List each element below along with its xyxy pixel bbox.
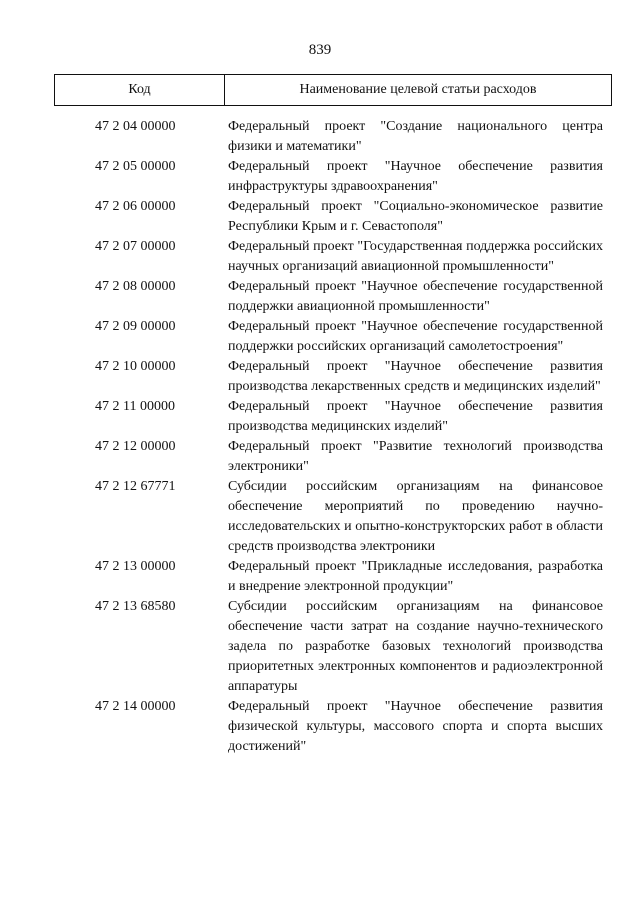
row-code: 47 2 06 00000 xyxy=(95,199,176,214)
table-row xyxy=(0,237,640,277)
row-code: 47 2 12 00000 xyxy=(95,439,176,454)
table-row xyxy=(0,317,640,357)
row-description: Федеральный проект "Научное обеспечение развития физической культуры, массового спорта и спорта высших достижений" xyxy=(228,699,603,754)
header-name-label: Наименование целевой статьи расходов xyxy=(299,82,537,97)
page-number: 839 xyxy=(308,42,332,58)
row-code: 47 2 05 00000 xyxy=(95,159,176,174)
row-description: Федеральный проект "Государственная поддержка российских научных организаций авиационной промышленности" xyxy=(228,239,603,274)
row-description: Субсидии российским организациям на финансовое обеспечение мероприятий по проведению научно-исследовательских и опытно-конструкторских работ в области средств производства электроники xyxy=(228,479,603,554)
row-code: 47 2 12 67771 xyxy=(95,479,176,494)
row-code: 47 2 04 00000 xyxy=(95,119,176,134)
row-code: 47 2 08 00000 xyxy=(95,279,176,294)
table-row xyxy=(0,277,640,317)
row-description: Федеральный проект "Развитие технологий производства электроники" xyxy=(228,439,603,474)
row-code: 47 2 10 00000 xyxy=(95,359,176,374)
table-row xyxy=(0,397,640,437)
table-row xyxy=(0,357,640,397)
table-row xyxy=(0,437,640,477)
row-description: Федеральный проект "Научное обеспечение развития инфраструктуры здравоохранения" xyxy=(228,159,603,194)
row-code: 47 2 11 00000 xyxy=(95,399,175,414)
table-row xyxy=(0,477,640,557)
row-description: Федеральный проект "Научное обеспечение государственной поддержки авиационной промышленности" xyxy=(228,279,603,314)
row-code: 47 2 07 00000 xyxy=(95,239,176,254)
row-description: Федеральный проект "Научное обеспечение государственной поддержки российских организаций самолетостроения" xyxy=(228,319,603,354)
table-row xyxy=(0,197,640,237)
row-description: Федеральный проект "Прикладные исследования, разработка и внедрение электронной продукции" xyxy=(228,559,603,594)
row-description: Федеральный проект "Социально-экономическое развитие Республики Крым и г. Севастополя" xyxy=(228,199,603,234)
table-row xyxy=(0,157,640,197)
row-code: 47 2 13 00000 xyxy=(95,559,176,574)
row-code: 47 2 13 68580 xyxy=(95,599,176,614)
table-row xyxy=(0,697,640,757)
header-code-label: Код xyxy=(55,75,225,105)
table-body xyxy=(0,117,640,757)
row-code: 47 2 09 00000 xyxy=(95,319,176,334)
table-row xyxy=(0,597,640,697)
row-description: Федеральный проект "Создание национального центра физики и математики" xyxy=(228,119,603,154)
row-code: 47 2 14 00000 xyxy=(95,699,176,714)
table-row xyxy=(0,117,640,157)
row-description: Федеральный проект "Научное обеспечение развития производства лекарственных средств и медицинских изделий" xyxy=(228,359,603,394)
table-header xyxy=(54,74,612,106)
row-description: Федеральный проект "Научное обеспечение развития производства медицинских изделий" xyxy=(228,399,603,434)
row-description: Субсидии российским организациям на финансовое обеспечение части затрат на создание научно-технического задела по разработке базовых технологий производства приоритетных электронных компонентов и радиоэлектронной аппаратуры xyxy=(228,599,603,694)
table-row xyxy=(0,557,640,597)
